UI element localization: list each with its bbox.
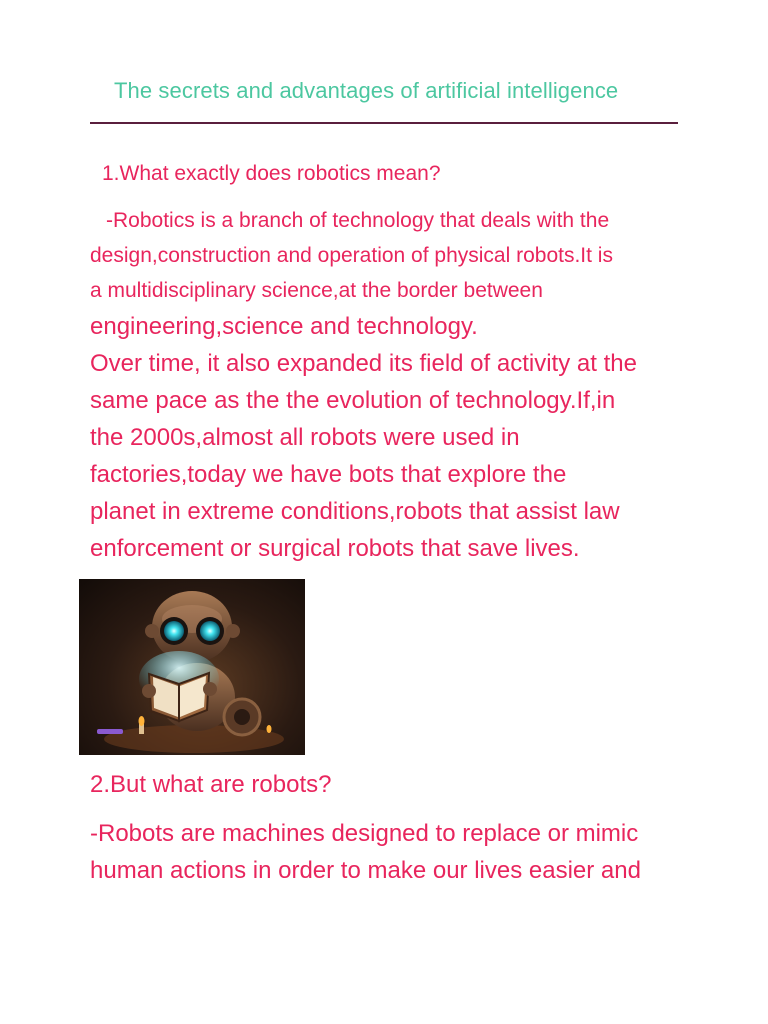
paragraph-line: -Robotics is a branch of technology that deals with the xyxy=(106,209,610,232)
paragraph-line: engineering,science and technology. xyxy=(90,313,478,340)
document-title: The secrets and advantages of artificial intelligence xyxy=(114,78,619,103)
paragraph-line: Over time, it also expanded its field of activity at the xyxy=(90,350,637,377)
section-1-heading: 1.What exactly does robotics mean? xyxy=(102,162,441,185)
paragraph-line: a multidisciplinary science,at the border between xyxy=(90,279,543,302)
robot-illustration-icon xyxy=(79,579,305,755)
paragraph-line: human actions in order to make our lives easier and xyxy=(90,857,641,884)
paragraph-line: design,construction and operation of physical robots.It is xyxy=(90,244,613,267)
section-2-heading: 2.But what are robots? xyxy=(90,771,332,798)
paragraph-line: enforcement or surgical robots that save lives. xyxy=(90,535,580,562)
paragraph-line: the 2000s,almost all robots were used in xyxy=(90,424,520,451)
paragraph-line: factories,today we have bots that explore the xyxy=(90,461,567,488)
section-2-paragraph xyxy=(90,815,641,889)
paragraph-line: planet in extreme conditions,robots that assist law xyxy=(90,498,620,525)
title-divider xyxy=(90,122,678,124)
robot-reading-book-image xyxy=(79,579,305,755)
paragraph-line: same pace as the the evolution of technology.If,in xyxy=(90,387,616,414)
paragraph-line: -Robots are machines designed to replace or mimic xyxy=(90,820,639,847)
section-1-paragraph-body xyxy=(90,308,637,567)
section-1-paragraph-intro xyxy=(90,203,613,308)
